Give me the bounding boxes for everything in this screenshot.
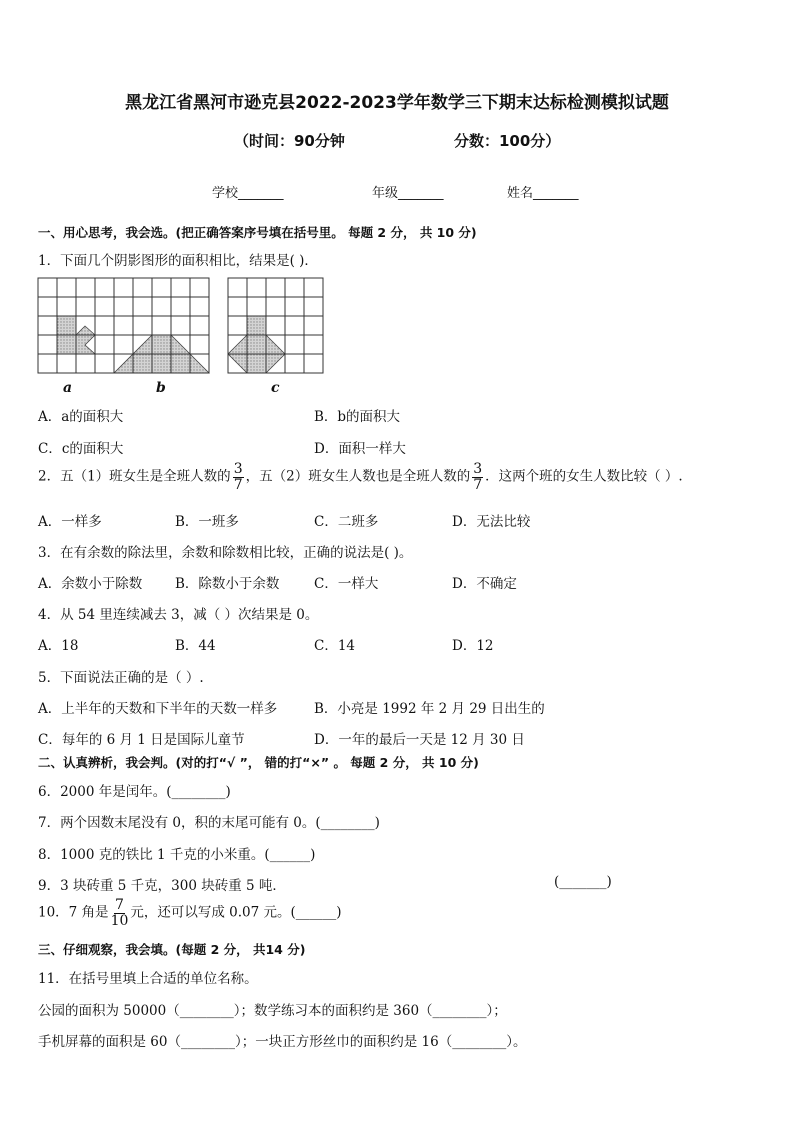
name-field[interactable]: 姓名_______	[507, 186, 579, 201]
page-title: 黑龙江省黑河市逊克县2022-2023学年数学三下期末达标检测模拟试题	[125, 93, 669, 113]
q2-fraction-1-numerator: 3	[233, 461, 243, 477]
q10-text-1: 10．7 角是	[38, 904, 109, 921]
q1-stem: 1．下面几个阴影图形的面积相比，结果是( )．	[38, 253, 318, 269]
q1-option-b[interactable]: B．b的面积大	[314, 409, 401, 425]
school-field[interactable]: 学校_______	[212, 186, 284, 201]
q5-option-b[interactable]: B．小亮是 1992 年 2 月 29 日出生的	[314, 701, 545, 717]
q1-option-a[interactable]: A．a的面积大	[38, 409, 124, 425]
q2-stem	[38, 462, 683, 492]
q2-text-3: ．这两个班的女生人数比较（ ）.	[485, 468, 683, 485]
q2-text-1: 2．五（1）班女生是全班人数的	[38, 468, 231, 485]
grid-a-label: a	[63, 380, 73, 396]
q2-option-b[interactable]: B．一班多	[175, 514, 239, 530]
q5-option-a[interactable]: A．上半年的天数和下半年的天数一样多	[38, 701, 278, 717]
q6-statement[interactable]: 6．2000 年是闰年。(________)	[38, 784, 231, 800]
q11-line-1[interactable]: 公园的面积为 50000（________）；数学练习本的面积约是 360（________）；	[38, 1003, 507, 1019]
q3-option-b[interactable]: B．除数小于余数	[175, 576, 280, 592]
q2-text-2: ，五（2）班女生人数也是全班人数的	[245, 468, 471, 485]
q9-statement: 9．3 块砖重 5 千克，300 块砖重 5 吨．	[38, 878, 286, 894]
q1-option-d[interactable]: D．面积一样大	[314, 441, 406, 457]
q2-fraction-2-numerator: 3	[473, 461, 483, 477]
section-3-heading: 三、仔细观察，我会填。(每题 2 分， 共14 分)	[38, 942, 306, 957]
q11-stem: 11．在括号里填上合适的单位名称。	[38, 971, 258, 987]
exam-time: （时间：90分钟	[234, 132, 345, 150]
q4-option-c[interactable]: C．14	[314, 638, 356, 654]
section-2-heading: 二、认真辨析，我会判。(对的打“√ ”， 错的打“×” 。 每题 2 分， 共 10 分)	[38, 755, 479, 770]
q2-option-a[interactable]: A．一样多	[38, 514, 102, 530]
q2-option-d[interactable]: D．无法比较	[452, 514, 531, 530]
q2-option-c[interactable]: C．二班多	[314, 514, 379, 530]
q10-fraction-denominator: 10	[110, 912, 129, 929]
q3-option-a[interactable]: A．余数小于除数	[38, 576, 143, 592]
exam-score: 分数：100分）	[454, 132, 561, 150]
q10-statement[interactable]	[38, 898, 342, 928]
q7-statement[interactable]: 7．两个因数末尾没有 0，积的末尾可能有 0。(________)	[38, 815, 380, 831]
q3-option-d[interactable]: D．不确定	[452, 576, 517, 592]
q1-shaded-grids-figure	[36, 276, 326, 374]
q11-line-2[interactable]: 手机屏幕的面积是 60（________）；一块正方形丝巾的面积约是 16（________）。	[38, 1034, 527, 1050]
q5-option-d[interactable]: D．一年的最后一天是 12 月 30 日	[314, 732, 525, 748]
q4-option-b[interactable]: B．44	[175, 638, 216, 654]
q9-answer-blank[interactable]: (_______)	[554, 874, 612, 890]
q2-fraction-1	[233, 462, 244, 492]
section-1-heading: 一、用心思考，我会选。(把正确答案序号填在括号里。 每题 2 分， 共 10 分)	[38, 225, 477, 240]
q4-option-d[interactable]: D．12	[452, 638, 494, 654]
q10-text-2: 元，还可以写成 0.07 元。(______)	[130, 904, 342, 921]
grade-field[interactable]: 年级_______	[372, 186, 444, 201]
q10-fraction	[111, 898, 129, 928]
grid-c	[228, 278, 323, 373]
q3-option-c[interactable]: C．一样大	[314, 576, 379, 592]
q5-stem: 5．下面说法正确的是（ ）.	[38, 670, 204, 686]
q10-fraction-numerator: 7	[115, 897, 124, 913]
grid-c-label: c	[271, 380, 280, 396]
grid-b-label: b	[156, 380, 166, 396]
q5-option-c[interactable]: C．每年的 6 月 1 日是国际儿童节	[38, 732, 245, 748]
q8-statement[interactable]: 8．1000 克的铁比 1 千克的小米重。(______)	[38, 847, 316, 863]
q2-fraction-1-denominator: 7	[233, 476, 243, 493]
grid-a	[38, 278, 133, 373]
q2-fraction-2	[472, 462, 483, 492]
grid-b	[114, 278, 209, 373]
q2-fraction-2-denominator: 7	[473, 476, 483, 493]
q4-option-a[interactable]: A．18	[38, 638, 79, 654]
q4-stem: 4．从 54 里连续减去 3，减（ ）次结果是 0。	[38, 607, 319, 623]
q3-stem: 3．在有余数的除法里，余数和除数相比较，正确的说法是( )。	[38, 545, 413, 561]
q1-option-c[interactable]: C．c的面积大	[38, 441, 124, 457]
